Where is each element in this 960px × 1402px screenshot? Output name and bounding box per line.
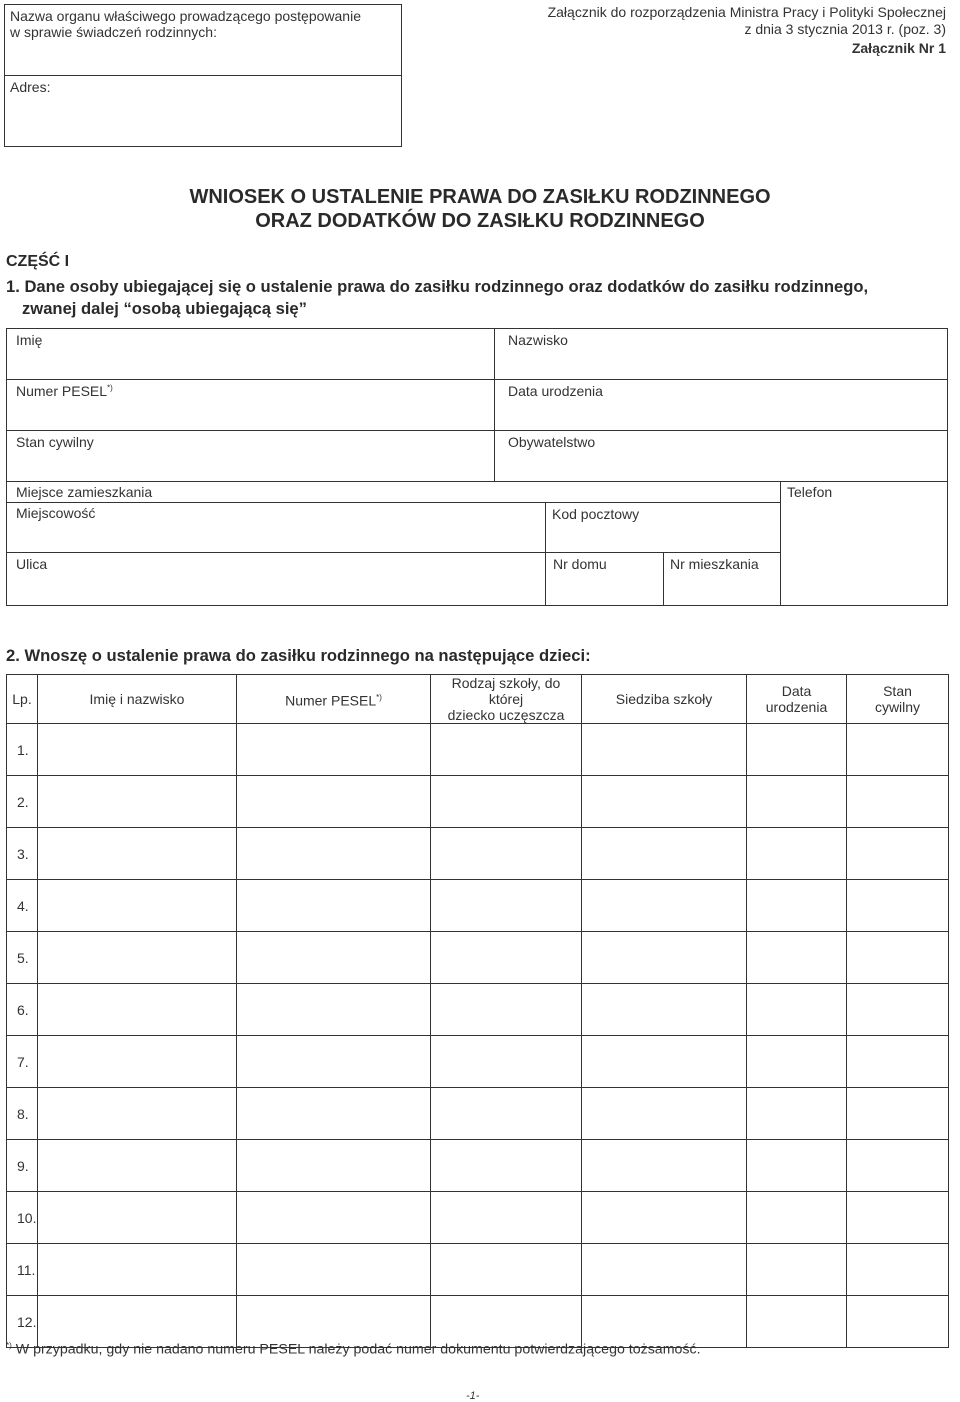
- table-cell[interactable]: [582, 984, 747, 1036]
- table-row: [7, 724, 949, 776]
- table-cell[interactable]: [847, 1296, 949, 1348]
- apartment-no-field[interactable]: Nr mieszkania: [670, 556, 759, 572]
- table-cell[interactable]: [747, 1192, 847, 1244]
- table-cell[interactable]: [747, 932, 847, 984]
- table-cell[interactable]: [237, 1296, 431, 1348]
- table-cell[interactable]: [747, 1296, 847, 1348]
- table-cell[interactable]: [431, 1192, 582, 1244]
- table-cell[interactable]: [747, 724, 847, 776]
- col-marital-status: [847, 675, 949, 724]
- last-name-field[interactable]: Nazwisko: [508, 332, 568, 348]
- table-cell[interactable]: [431, 1088, 582, 1140]
- table-cell[interactable]: [747, 1140, 847, 1192]
- table-cell[interactable]: [847, 724, 949, 776]
- col-school-type-line2: dziecko uczęszcza: [447, 707, 565, 723]
- col-lp: Lp.: [7, 675, 38, 724]
- address-box[interactable]: [4, 75, 402, 147]
- table-cell[interactable]: [38, 1244, 237, 1296]
- col-marital-status-line2: cywilny: [874, 699, 921, 715]
- col-birth-date-line2: urodzenia: [765, 699, 828, 715]
- table-cell[interactable]: [237, 1036, 431, 1088]
- table-cell[interactable]: [747, 1088, 847, 1140]
- table-cell[interactable]: [38, 828, 237, 880]
- col-school-type: [431, 675, 582, 724]
- table-cell[interactable]: [582, 1244, 747, 1296]
- table-cell[interactable]: [582, 1088, 747, 1140]
- pesel-footnote-mark: *): [107, 383, 113, 393]
- footnote: [6, 1341, 701, 1358]
- table-cell[interactable]: [431, 1140, 582, 1192]
- table-cell[interactable]: [431, 776, 582, 828]
- table-row: [7, 1192, 949, 1244]
- table-cell[interactable]: [582, 828, 747, 880]
- row-number: 5.: [7, 932, 38, 984]
- section2-heading: 2. Wnoszę o ustalenie prawa do zasiłku rodzinnego na następujące dzieci:: [6, 646, 591, 665]
- row-number: 11.: [7, 1244, 38, 1296]
- col-school-seat: Siedziba szkoły: [582, 675, 747, 724]
- pesel-field[interactable]: [16, 383, 113, 399]
- organ-label-line2: w sprawie świadczeń rodzinnych:: [10, 24, 217, 40]
- annex-info: [548, 4, 946, 57]
- table-row: [7, 1036, 949, 1088]
- table-cell[interactable]: [38, 776, 237, 828]
- marital-status-field[interactable]: Stan cywilny: [16, 434, 94, 450]
- col-birth-date-line1: Data: [781, 683, 812, 699]
- table-cell[interactable]: [582, 1140, 747, 1192]
- annex-line3: Załącznik Nr 1: [851, 40, 946, 56]
- row-number: 12.: [7, 1296, 38, 1348]
- table-row: [7, 984, 949, 1036]
- table-cell[interactable]: [237, 1192, 431, 1244]
- table-row: [7, 1088, 949, 1140]
- table-cell[interactable]: [431, 1296, 582, 1348]
- table-cell[interactable]: [237, 776, 431, 828]
- page-number: -1-: [466, 1390, 480, 1402]
- annex-line2: z dnia 3 stycznia 2013 r. (poz. 3): [744, 21, 946, 37]
- children-table: [6, 674, 949, 1348]
- row-number: 1.: [7, 724, 38, 776]
- applicant-data-grid: [6, 328, 948, 606]
- house-no-field[interactable]: Nr domu: [553, 556, 607, 572]
- table-cell[interactable]: [38, 1192, 237, 1244]
- footnote-mark: *): [6, 1341, 12, 1350]
- table-cell[interactable]: [847, 932, 949, 984]
- organ-label-line1: Nazwa organu właściwego prowadzącego postępowanie: [10, 8, 361, 24]
- col-marital-status-line1: Stan: [883, 683, 912, 699]
- children-table-header: [7, 675, 949, 724]
- table-cell[interactable]: [747, 828, 847, 880]
- row-number: 7.: [7, 1036, 38, 1088]
- row-number: 2.: [7, 776, 38, 828]
- table-row: [7, 880, 949, 932]
- col-pesel-mark: *): [376, 692, 382, 702]
- col-name: Imię i nazwisko: [38, 675, 237, 724]
- table-cell[interactable]: [431, 724, 582, 776]
- row-number: 9.: [7, 1140, 38, 1192]
- table-row: [7, 776, 949, 828]
- table-cell[interactable]: [582, 724, 747, 776]
- table-cell[interactable]: [38, 724, 237, 776]
- table-row: [7, 828, 949, 880]
- table-cell[interactable]: [38, 1140, 237, 1192]
- table-row: [7, 1140, 949, 1192]
- table-cell[interactable]: [431, 828, 582, 880]
- citizenship-field[interactable]: Obywatelstwo: [508, 434, 596, 450]
- table-cell[interactable]: [847, 1140, 949, 1192]
- row-number: 8.: [7, 1088, 38, 1140]
- table-cell[interactable]: [582, 776, 747, 828]
- part1-heading: CZĘŚĆ I: [6, 253, 70, 270]
- table-cell[interactable]: [847, 880, 949, 932]
- table-cell[interactable]: [38, 932, 237, 984]
- table-cell[interactable]: [237, 932, 431, 984]
- table-cell[interactable]: [38, 984, 237, 1036]
- table-cell[interactable]: [431, 880, 582, 932]
- form-title-line2: ORAZ DODATKÓW DO ZASIŁKU RODZINNEGO: [255, 210, 705, 232]
- table-cell[interactable]: [237, 880, 431, 932]
- address-label: Adres:: [10, 79, 51, 95]
- row-number: 4.: [7, 880, 38, 932]
- table-cell[interactable]: [38, 1088, 237, 1140]
- table-cell[interactable]: [431, 932, 582, 984]
- row-number: 6.: [7, 984, 38, 1036]
- pesel-label: Numer PESEL: [16, 383, 108, 399]
- first-name-field[interactable]: Imię: [16, 332, 43, 348]
- table-cell[interactable]: [847, 1192, 949, 1244]
- col-pesel: [237, 675, 431, 724]
- table-cell[interactable]: [237, 984, 431, 1036]
- table-cell[interactable]: [237, 1244, 431, 1296]
- table-row: [7, 932, 949, 984]
- row-number: 10.: [7, 1192, 38, 1244]
- table-cell[interactable]: [747, 984, 847, 1036]
- table-cell[interactable]: [38, 1296, 237, 1348]
- col-pesel-label: Numer PESEL: [285, 692, 377, 709]
- footnote-text: W przypadku, gdy nie nadano numeru PESEL należy podać numer dokumentu potwierdzającego tożsamość.: [15, 1341, 701, 1358]
- table-cell[interactable]: [431, 1244, 582, 1296]
- table-cell[interactable]: [38, 880, 237, 932]
- table-cell[interactable]: [582, 1192, 747, 1244]
- table-cell[interactable]: [847, 828, 949, 880]
- city-field[interactable]: Miejscowość: [16, 505, 96, 521]
- street-field[interactable]: Ulica: [16, 556, 48, 572]
- table-cell[interactable]: [847, 1088, 949, 1140]
- table-cell[interactable]: [237, 724, 431, 776]
- table-cell[interactable]: [582, 1296, 747, 1348]
- annex-line1: Załącznik do rozporządzenia Ministra Pracy i Polityki Społecznej: [547, 4, 946, 20]
- table-cell[interactable]: [747, 880, 847, 932]
- table-cell[interactable]: [747, 776, 847, 828]
- section1-heading-line2: zwanej dalej “osobą ubiegającą się”: [22, 299, 307, 318]
- table-row: [7, 1244, 949, 1296]
- table-cell[interactable]: [237, 828, 431, 880]
- table-cell[interactable]: [847, 984, 949, 1036]
- table-cell[interactable]: [582, 1036, 747, 1088]
- table-cell[interactable]: [38, 1036, 237, 1088]
- postal-code-field[interactable]: Kod pocztowy: [552, 506, 640, 522]
- table-cell[interactable]: [847, 776, 949, 828]
- birth-date-field[interactable]: Data urodzenia: [508, 383, 603, 399]
- row-number: 3.: [7, 828, 38, 880]
- table-cell[interactable]: [847, 1244, 949, 1296]
- table-cell[interactable]: [747, 1036, 847, 1088]
- section1-heading-line1: 1. Dane osoby ubiegającej się o ustalenie prawa do zasiłku rodzinnego oraz dodatków do zasiłku rodzinnego,: [6, 277, 869, 296]
- table-row: [7, 1296, 949, 1348]
- table-cell[interactable]: [582, 880, 747, 932]
- table-cell[interactable]: [237, 1140, 431, 1192]
- residence-label: Miejsce zamieszkania: [16, 484, 153, 500]
- table-cell[interactable]: [431, 984, 582, 1036]
- col-school-type-line1: Rodzaj szkoły, do której: [451, 675, 561, 707]
- table-cell[interactable]: [237, 1088, 431, 1140]
- table-cell[interactable]: [431, 1036, 582, 1088]
- col-birth-date: [747, 675, 847, 724]
- table-cell[interactable]: [747, 1244, 847, 1296]
- form-title-line1: WNIOSEK O USTALENIE PRAWA DO ZASIŁKU RODZINNEGO: [189, 186, 771, 208]
- table-cell[interactable]: [582, 932, 747, 984]
- phone-field[interactable]: Telefon: [787, 484, 833, 500]
- table-cell[interactable]: [847, 1036, 949, 1088]
